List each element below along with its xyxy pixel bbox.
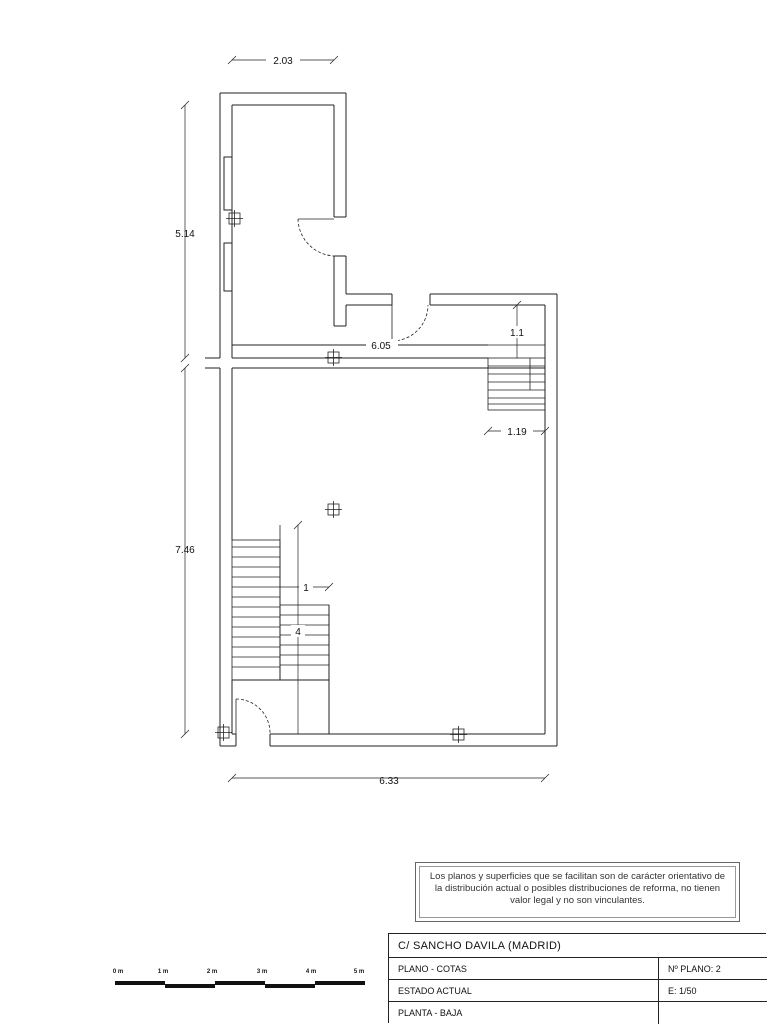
dim-lower-height: 7.46 bbox=[175, 545, 195, 556]
scale-label-4: 4 m bbox=[305, 969, 317, 975]
dim-stair-length: 4 bbox=[295, 627, 301, 638]
scale-label-0: 0 m bbox=[112, 969, 124, 975]
dim-bottom-width: 6.33 bbox=[379, 776, 399, 787]
floor-text: PLANTA - BAJA bbox=[389, 1002, 659, 1024]
plan-type-text: PLANO - COTAS bbox=[389, 958, 659, 979]
pillars bbox=[215, 210, 467, 743]
dim-stair-offset: 1 bbox=[303, 583, 309, 594]
title-block bbox=[388, 933, 766, 1023]
disclaimer-line-2: la distribución actual o posibles distribuciones de reforma, no tienen bbox=[434, 883, 721, 894]
scale-label-1: 1 m bbox=[157, 969, 169, 975]
stairs-upper bbox=[488, 358, 545, 410]
scale-label-2: 2 m bbox=[206, 969, 218, 975]
plan-number-text: Nº PLANO: 2 bbox=[668, 963, 721, 974]
title-block-row-2 bbox=[389, 980, 767, 1002]
scale-bar bbox=[113, 969, 365, 988]
dim-stair-width: 1.19 bbox=[507, 427, 527, 438]
disclaimer-line-3: valor legal y no son vinculantes. bbox=[510, 895, 645, 906]
stairs-lower bbox=[232, 525, 329, 680]
title-block-row-1 bbox=[389, 958, 767, 980]
exterior-walls bbox=[205, 93, 557, 746]
dim-step-small: 1.1 bbox=[510, 328, 524, 339]
scale-label-5: 5 m bbox=[353, 969, 365, 975]
scale-label-3: 3 m bbox=[256, 969, 268, 975]
dim-middle-width: 6.05 bbox=[371, 341, 391, 352]
title-block-row-3 bbox=[389, 1002, 767, 1024]
state-text: ESTADO ACTUAL bbox=[389, 980, 659, 1001]
dim-top-width: 2.03 bbox=[273, 56, 293, 67]
disclaimer-line-1: Los planos y superficies que se facilitan son de carácter orientativo de bbox=[429, 871, 726, 882]
empty-cell bbox=[659, 1002, 767, 1024]
dimension-lines bbox=[181, 56, 549, 782]
scale-text: E: 1/50 bbox=[668, 985, 697, 996]
dim-upper-height: 5.14 bbox=[175, 229, 195, 240]
title-block-address-row bbox=[389, 934, 767, 958]
address-text: C/ SANCHO DAVILA (MADRID) bbox=[398, 939, 562, 952]
disclaimer-box bbox=[415, 862, 740, 922]
